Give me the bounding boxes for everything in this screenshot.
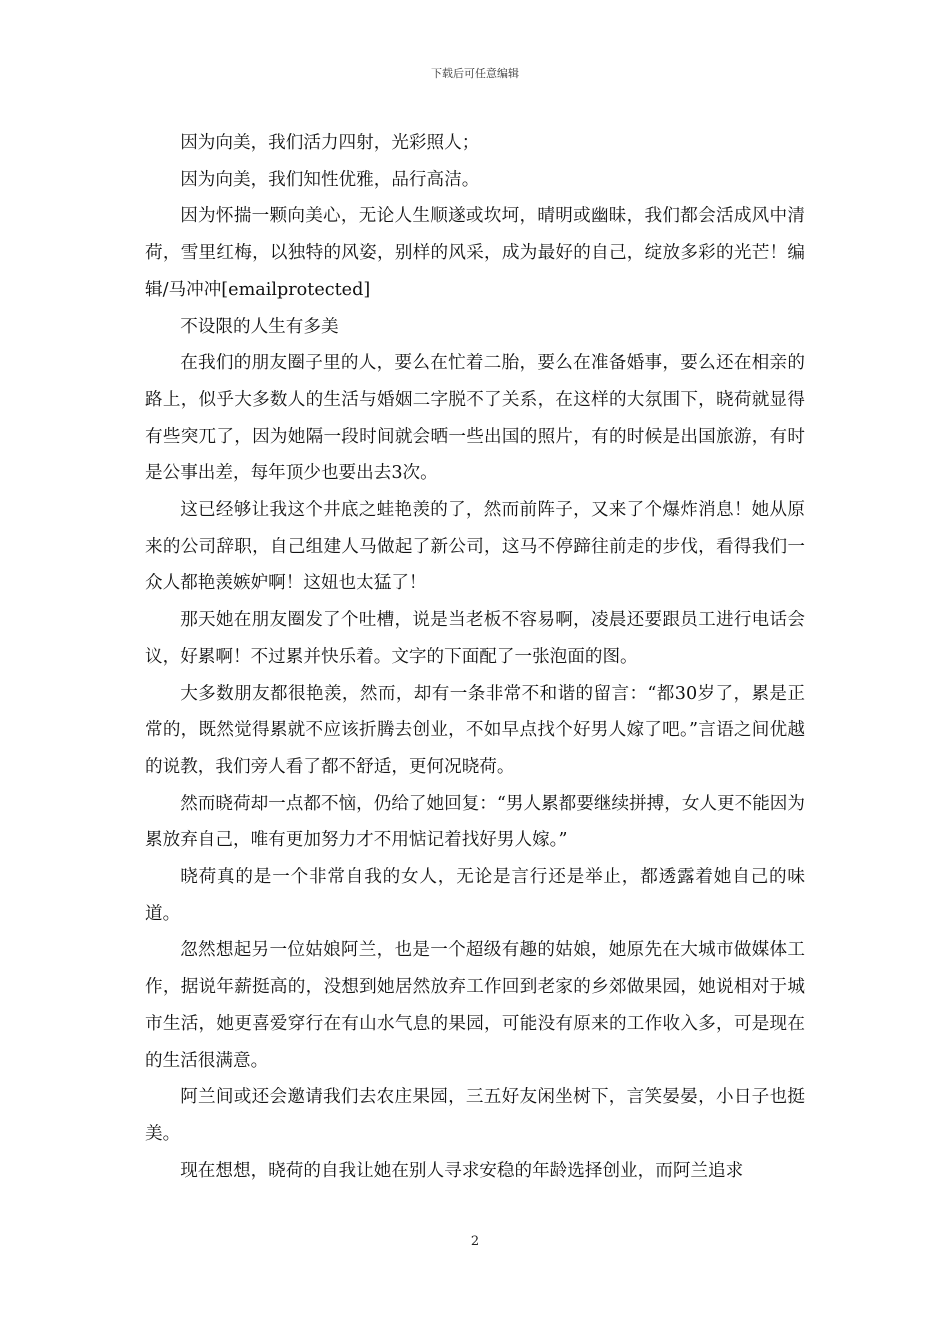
paragraph: 大多数朋友都很艳羡，然而，却有一条非常不和谐的留言：“都30岁了，累是正常的，既然觉得累就不应该折腾去创业，不如早点找个好男人嫁了吧。”言语之间优越的说教，我们旁人看了都不舒适，更何况晓荷。 xyxy=(145,683,805,777)
paragraph: 那天她在朋友圈发了个吐槽，说是当老板不容易啊，凌晨还要跟员工进行电话会议，好累啊！不过累并快乐着。文字的下面配了一张泡面的图。 xyxy=(145,610,805,667)
page-header: 下载后可任意编辑 xyxy=(431,67,519,80)
paragraph: 在我们的朋友圈子里的人，要么在忙着二胎，要么在准备婚事，要么还在相亲的路上，似乎大多数人的生活与婚姻二字脱不了关系，在这样的大氛围下，晓荷就显得有些突兀了，因为她隔一段时间就会晒一些出国的照片，有的时候是出国旅游，有时是公事出差，每年顶少也要出去3次。 xyxy=(145,353,805,484)
paragraph: 然而晓荷却一点都不恼，仍给了她回复：“男人累都要继续拼搏，女人更不能因为累放弃自己，唯有更加努力才不用惦记着找好男人嫁。” xyxy=(145,793,805,851)
paragraph: 这已经够让我这个井底之蛙艳羡的了，然而前阵子，又来了个爆炸消息！她从原来的公司辞职，自己组建人马做起了新公司，这马不停蹄往前走的步伐，看得我们一众人都艳羡嫉妒啊！这妞也太猛了！ xyxy=(145,500,805,594)
paragraph: 因为向美，我们活力四射，光彩照人； xyxy=(180,133,480,153)
paragraph: 因为怀揣一颗向美心，无论人生顺遂或坎坷，晴明或幽昧，我们都会活成风中清荷，雪里红梅，以独特的风姿，别样的风采，成为最好的自己，绽放多彩的光芒！编辑/马冲冲[emailprotected] xyxy=(145,206,805,300)
paragraph: 忽然想起另一位姑娘阿兰，也是一个超级有趣的姑娘，她原先在大城市做媒体工作，据说年薪挺高的，没想到她居然放弃工作回到老家的乡郊做果园，她说相对于城市生活，她更喜爱穿行在有山水气息的果园，可能没有原来的工作收入多，可是现在的生活很满意。 xyxy=(145,940,805,1071)
section-title: 不设限的人生有多美 xyxy=(180,316,339,337)
page-number: 2 xyxy=(470,1234,480,1249)
paragraph: 现在想想，晓荷的自我让她在别人寻求安稳的年龄选择创业，而阿兰追求 xyxy=(180,1160,744,1181)
paragraph: 晓荷真的是一个非常自我的女人，无论是言行还是举止，都透露着她自己的味道。 xyxy=(145,867,805,924)
paragraph: 阿兰间或还会邀请我们去农庄果园，三五好友闲坐树下，言笑晏晏，小日子也挺美。 xyxy=(145,1087,805,1144)
paragraph: 因为向美，我们知性优雅，品行高洁。 xyxy=(180,169,480,190)
document-body xyxy=(145,125,805,1189)
